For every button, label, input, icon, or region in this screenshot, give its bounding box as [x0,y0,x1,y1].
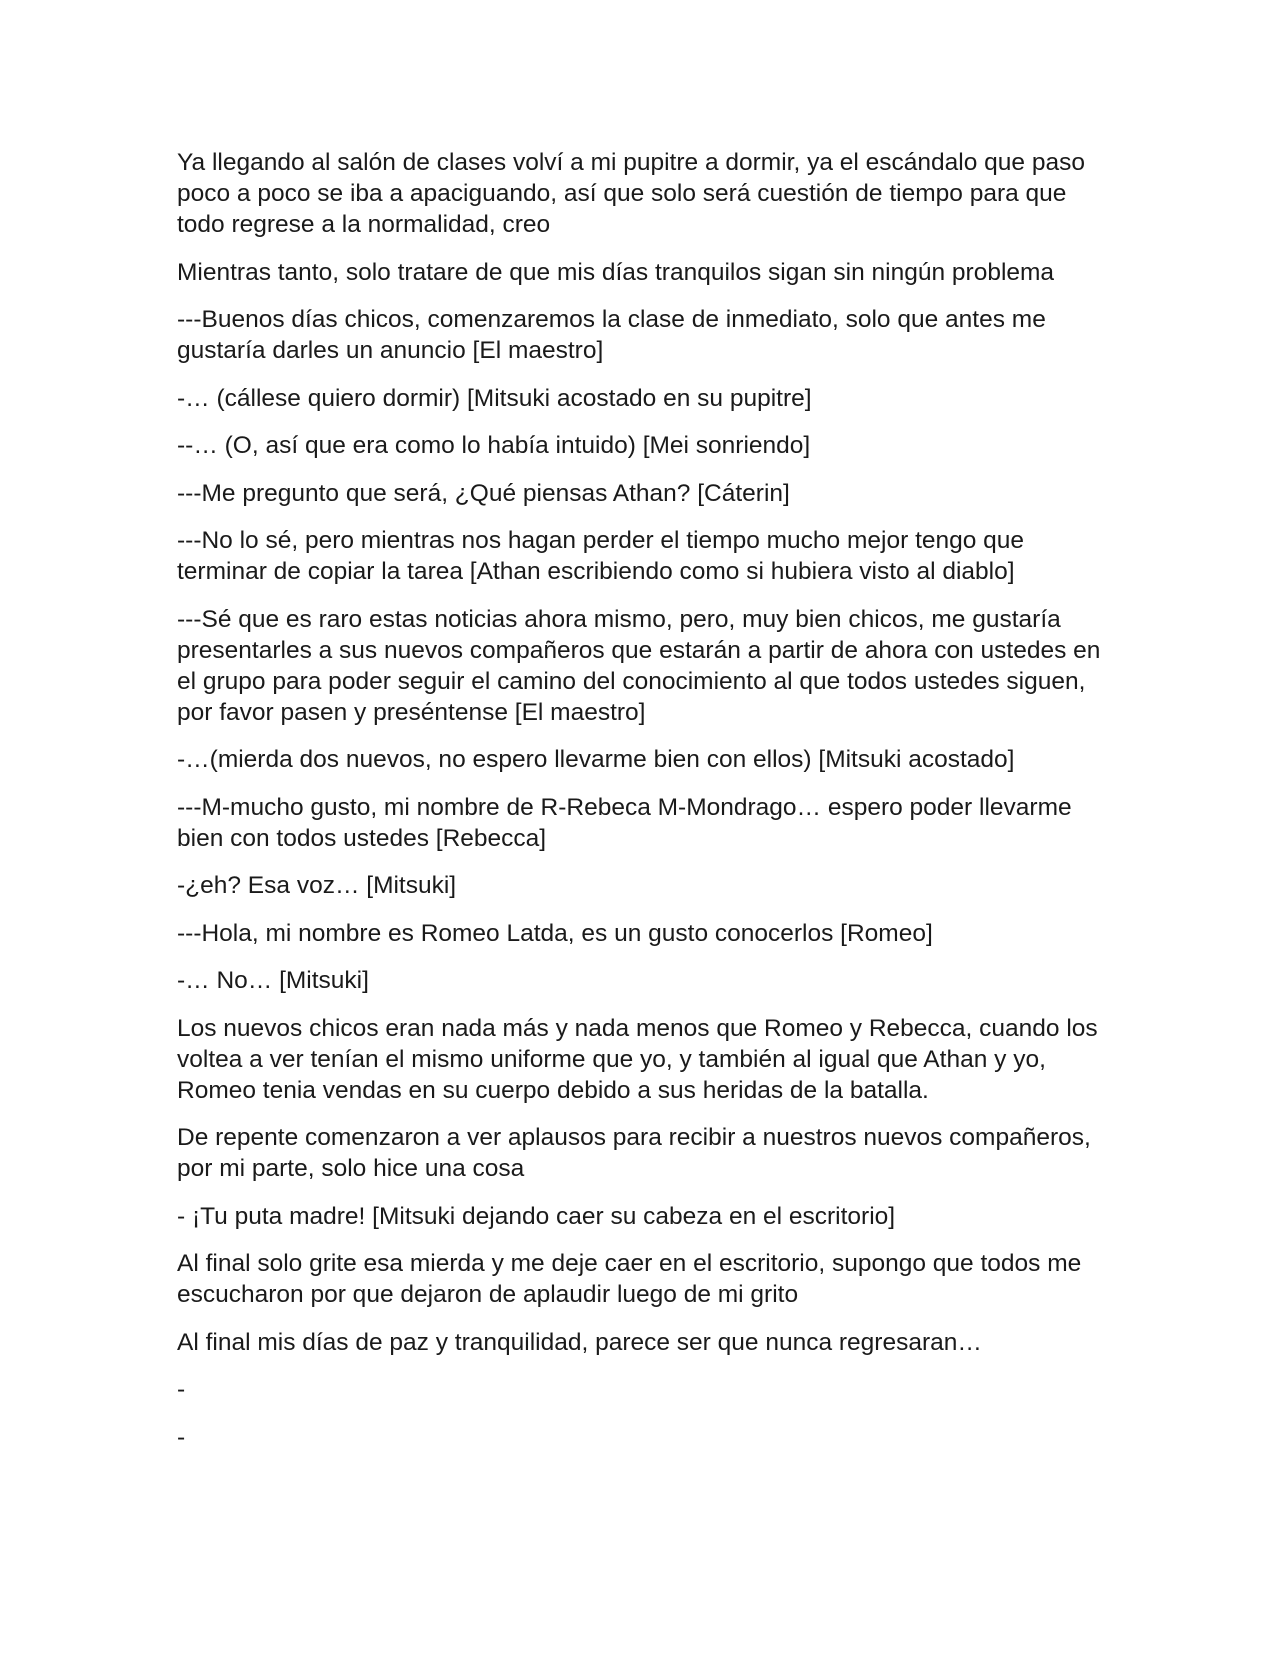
paragraph: De repente comenzaron a ver aplausos para recibir a nuestros nuevos compañeros, por mi parte, solo hice una cosa [177,1124,1091,1182]
paragraph: ---Hola, mi nombre es Romeo Latda, es un gusto conocerlos [Romeo] [177,919,933,947]
paragraph: ---Me pregunto que será, ¿Qué piensas Athan? [Cáterin] [177,479,790,507]
paragraph: -¿eh? Esa voz… [Mitsuki] [177,872,457,899]
paragraph: - ¡Tu puta madre! [Mitsuki dejando caer su cabeza en el escritorio] [177,1202,896,1230]
paragraph: Mientras tanto, solo tratare de que mis días tranquilos sigan sin ningún problema [177,258,1055,286]
paragraph: ---Sé que es raro estas noticias ahora mismo, pero, muy bien chicos, me gustaría presentarles a sus nuevos compañeros que estarán a partir de ahora con ustedes en el grupo para poder seguir el camino del conocimiento al que todos ustedes siguen, por favor pasen y preséntense [El maestro] [177,605,1101,726]
paragraph: ---No lo sé, pero mientras nos hagan perder el tiempo mucho mejor tengo que terminar de copiar la tarea [Athan escribiendo como si hubiera visto al diablo] [177,527,1025,585]
paragraph: ---Buenos días chicos, comenzaremos la clase de inmediato, solo que antes me gustaría darles un anuncio [El maestro] [177,306,1046,364]
paragraph: ---M-mucho gusto, mi nombre de R-Rebeca M-Mondrago… espero poder llevarme bien con todos ustedes [Rebecca] [177,793,1072,852]
paragraph: - [177,1423,186,1451]
paragraph: Ya llegando al salón de clases volví a mi pupitre a dormir, ya el escándalo que paso poco a poco se iba a apaciguando, así que solo será cuestión de tiempo para que todo regrese a la normalidad, creo [177,149,1085,238]
paragraph: --… (O, así que era como lo había intuido) [Mei sonriendo] [177,432,811,459]
paragraph: Al final solo grite esa mierda y me deje caer en el escritorio, supongo que todos me escucharon por que dejaron de aplaudir luego de mi grito [177,1250,1082,1308]
document-body [177,147,1107,1469]
paragraph: -…(mierda dos nuevos, no espero llevarme bien con ellos) [Mitsuki acostado] [177,746,1015,773]
paragraph: -… (cállese quiero dormir) [Mitsuki acostado en su pupitre] [177,384,812,412]
paragraph: - [177,1376,186,1403]
paragraph: Al final mis días de paz y tranquilidad, parece ser que nunca regresaran… [177,1328,982,1356]
paragraph: -… No… [Mitsuki] [177,967,369,994]
paragraph: Los nuevos chicos eran nada más y nada menos que Romeo y Rebecca, cuando los voltea a ver tenían el mismo uniforme que yo, y también al igual que Athan y yo, Romeo tenia vendas en su cuerpo debido a sus heridas de la batalla. [177,1014,1098,1104]
